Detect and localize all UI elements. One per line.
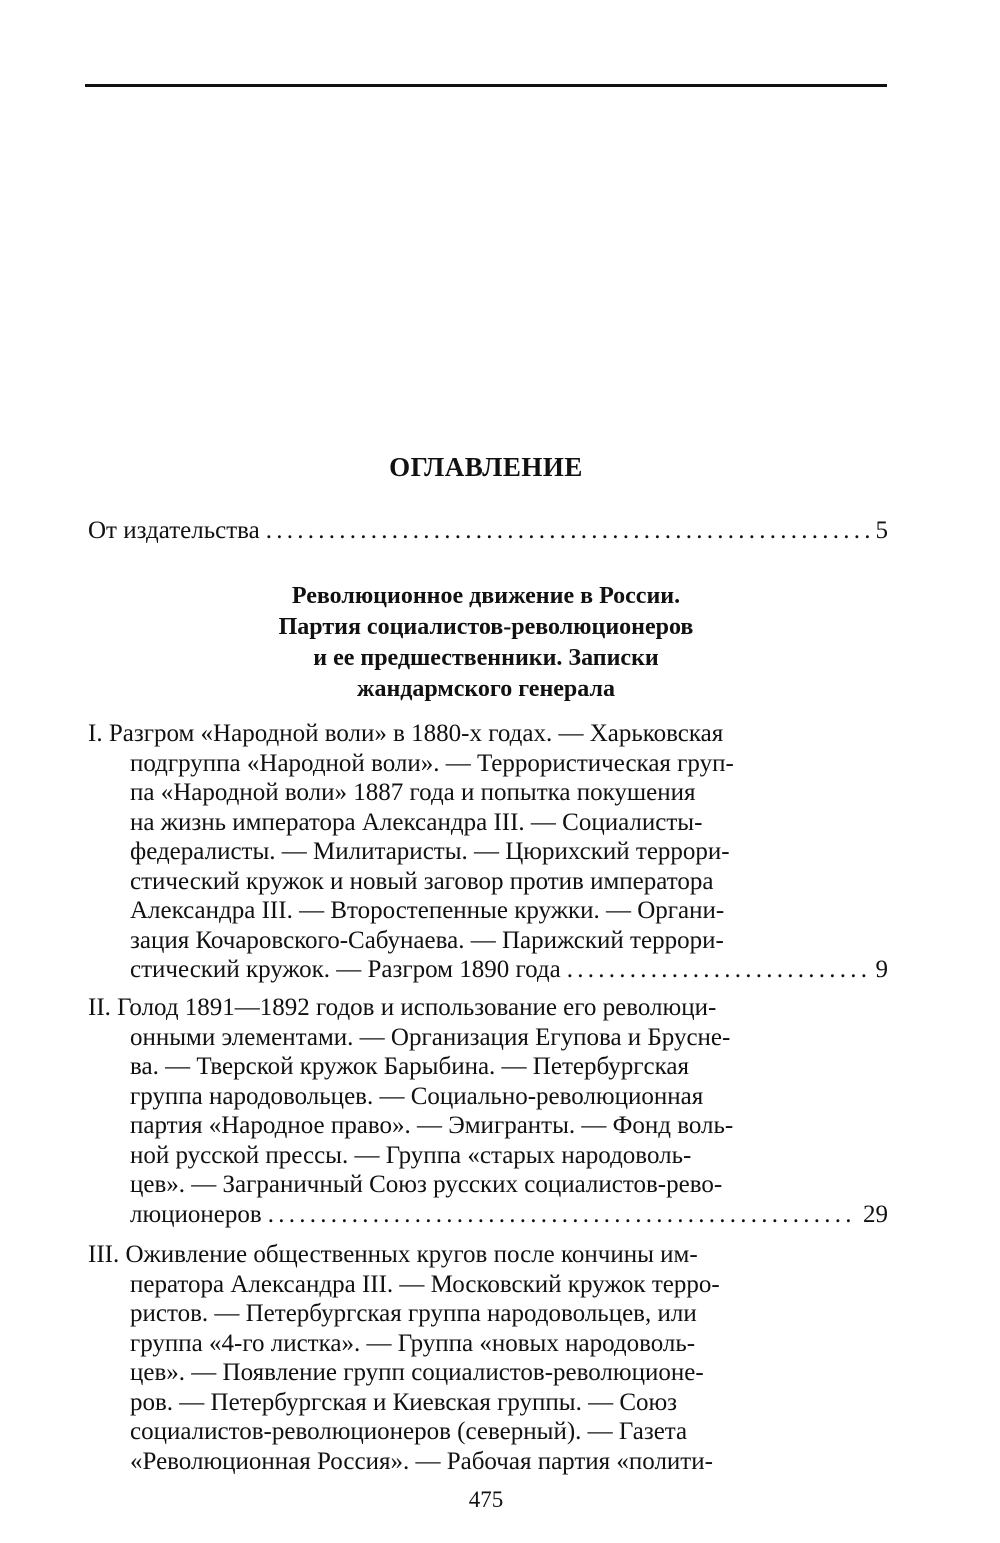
entry-line: ров. — Петербургская и Киевская группы. — Союз [130,1388,678,1416]
page-number: 475 [468,1487,504,1512]
entry-line: федералисты. — Милитаристы. — Цюрихский террори- [130,838,730,865]
entry-line: зация Кочаровского-Сабунаева. — Парижский террори- [130,926,724,954]
entry-line: «Революционная Россия». — Рабочая партия «полити- [130,1447,713,1475]
entry-line: группа «4-го листка». — Группа «новых народоволь- [130,1329,696,1357]
toc-entry-title: От издательства [88,517,260,544]
entry-line: цев». — Появление групп социалистов-революционе- [130,1359,704,1386]
entry-line: па «Народной воли» 1887 года и попытка покушения [130,779,696,806]
entry-line: ператора Александра III. — Московский кружок терро- [130,1270,720,1298]
entry-line: стический кружок. — Разгром 1890 года [130,956,561,983]
section-heading [85,581,887,705]
entry-line: подгруппа «Народной воли». — Террористическая груп- [130,749,734,777]
section-heading-line: Революционное движение в России. [291,583,681,609]
toc-entry-chapter-3[interactable] [88,1240,888,1476]
entry-line: люционеров [130,1200,262,1228]
entry-line: на жизнь императора Александра III. — Социалисты- [130,808,703,836]
entry-line: III. Оживление общественных кругов после кончины им- [88,1241,698,1268]
entry-line: I. Разгром «Народной воли» в 1880-х годах. — Харьковская [88,720,724,747]
entry-last-line [88,1200,888,1230]
entry-line: II. Голод 1891—1892 годов и использование его революци- [88,994,717,1021]
page-title: ОГЛАВЛЕНИЕ [389,452,583,482]
dot-leader [268,1200,857,1230]
toc-entry-chapter-2[interactable] [88,993,888,1229]
toc-entry-page: 5 [875,517,888,544]
entry-line: цев». — Заграничный Союз русских социалистов-рево- [130,1171,723,1198]
entry-line: ной русской прессы. — Группа «старых народоволь- [130,1141,692,1169]
entry-line: Александра III. — Второстепенные кружки. — Органи- [130,897,725,924]
entry-line: ристов. — Петербургская группа народовольцев, или [130,1300,697,1327]
toc-entry-publisher[interactable] [88,516,888,546]
entry-line: социалистов-революционеров (северный). — Газета [130,1418,688,1445]
entry-line: партия «Народное право». — Эмигранты. — Фонд воль- [130,1112,734,1139]
section-heading-line: Партия социалистов-революционеров [278,614,694,640]
dot-leader [567,955,870,985]
toc-entry-page: 29 [863,1200,888,1228]
section-heading-line: жандармского генерала [357,676,615,702]
dot-leader [266,516,870,546]
entry-line: группа народовольцев. — Социально-революционная [130,1082,704,1110]
entry-line: стический кружок и новый заговор против императора [130,867,714,895]
toc-entry-chapter-1[interactable] [88,719,888,985]
section-heading-line: и ее предшественники. Записки [313,645,659,671]
entry-last-line [88,955,888,985]
entry-line: онными элементами. — Организация Егупова и Брусне- [130,1023,731,1051]
entry-line: ва. — Тверской кружок Барыбина. — Петербургская [130,1053,689,1080]
top-rule [85,84,887,87]
toc-entry-page: 9 [875,956,888,983]
